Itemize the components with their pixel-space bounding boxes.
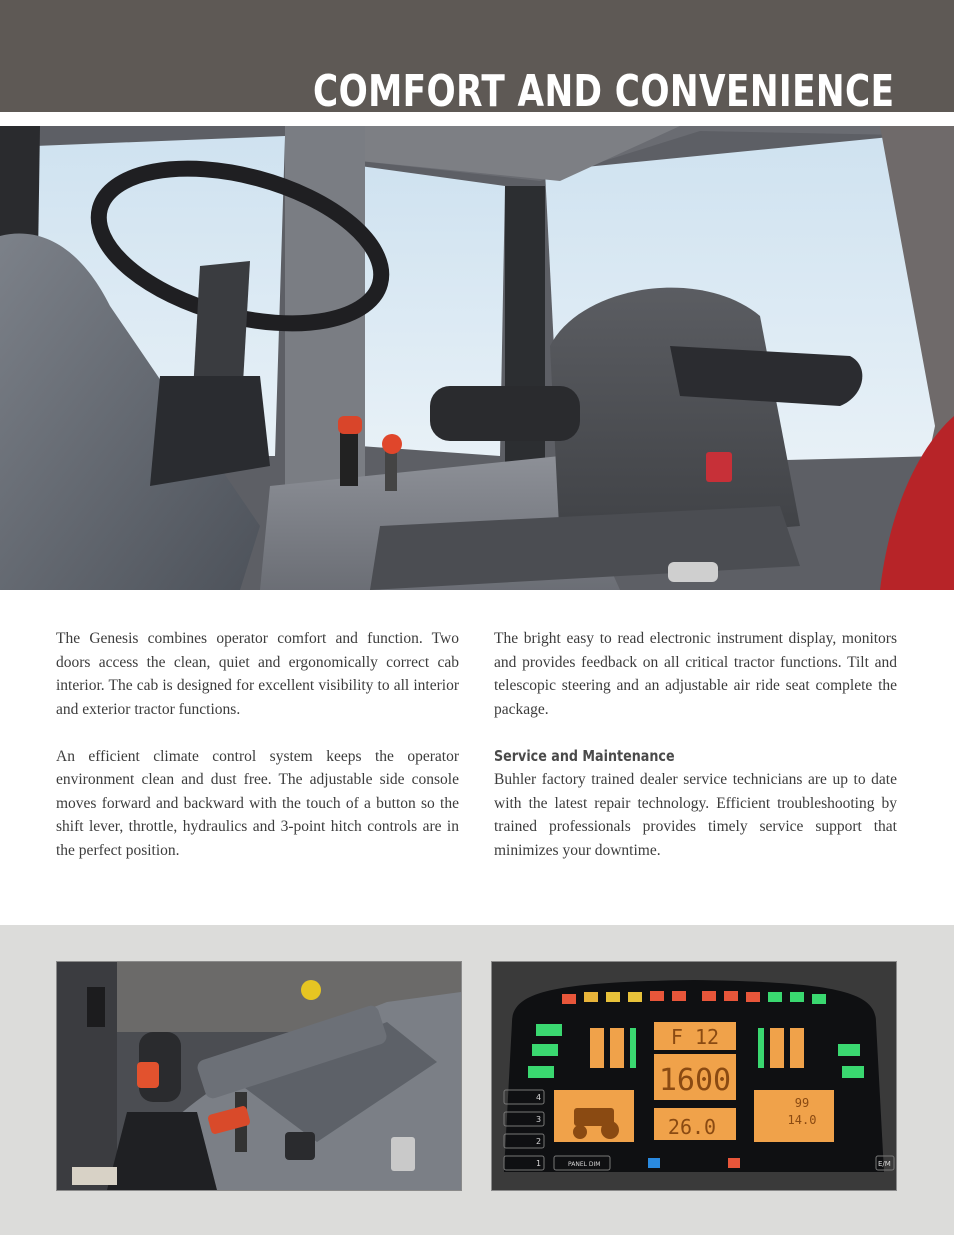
lever-number: 3 bbox=[536, 1115, 542, 1124]
speed-readout: 26.0 bbox=[667, 1115, 717, 1139]
body-paragraph: The Genesis combines operator comfort and function. Two doors access the clean, quiet and ergonomically correct cab interior. The cab is designed for excellent visibility to all interior and exterior tractor functions. bbox=[56, 630, 459, 718]
service-paragraph: Buhler factory trained dealer service technicians are up to date with the latest repair technology. Efficient troubleshooting by trained professionals provides timely service support that minimizes your downtime. bbox=[494, 771, 897, 859]
right-readout-top: 99 bbox=[794, 1096, 810, 1110]
body-paragraph: The bright easy to read electronic instrument display, monitors and provides feedback on all critical tractor functions. Tilt and telescopic steering and an adjustable air ride seat complete the package. bbox=[494, 630, 897, 718]
service-heading: Service and Maintenance bbox=[494, 746, 675, 765]
body-paragraph: An efficient climate control system keeps the operator environment clean and dust free. The adjustable side console moves forward and backward with the touch of a button so the shift lever, throttle, hydraulics and 3-point hitch controls are in the perfect position. bbox=[56, 747, 459, 859]
page-header bbox=[0, 0, 954, 112]
mode-button-label: E/M bbox=[878, 1160, 891, 1168]
lever-number: 2 bbox=[536, 1137, 542, 1146]
body-column-left bbox=[56, 627, 459, 886]
lever-number: 4 bbox=[536, 1093, 542, 1102]
page-title: COMFORT AND CONVENIENCE bbox=[312, 66, 894, 112]
lever-number: 1 bbox=[536, 1159, 542, 1168]
photo-instrument-panel bbox=[491, 961, 897, 1191]
gear-readout: F 12 bbox=[670, 1025, 720, 1049]
panel-dim-button-label: PANEL DIM bbox=[568, 1161, 601, 1168]
right-readout-bottom: 14.0 bbox=[787, 1113, 817, 1127]
body-column-right bbox=[494, 627, 897, 886]
photo-side-console bbox=[56, 961, 462, 1191]
rpm-readout: 1600 bbox=[658, 1063, 732, 1098]
hero-photo-cab-interior bbox=[0, 126, 954, 590]
